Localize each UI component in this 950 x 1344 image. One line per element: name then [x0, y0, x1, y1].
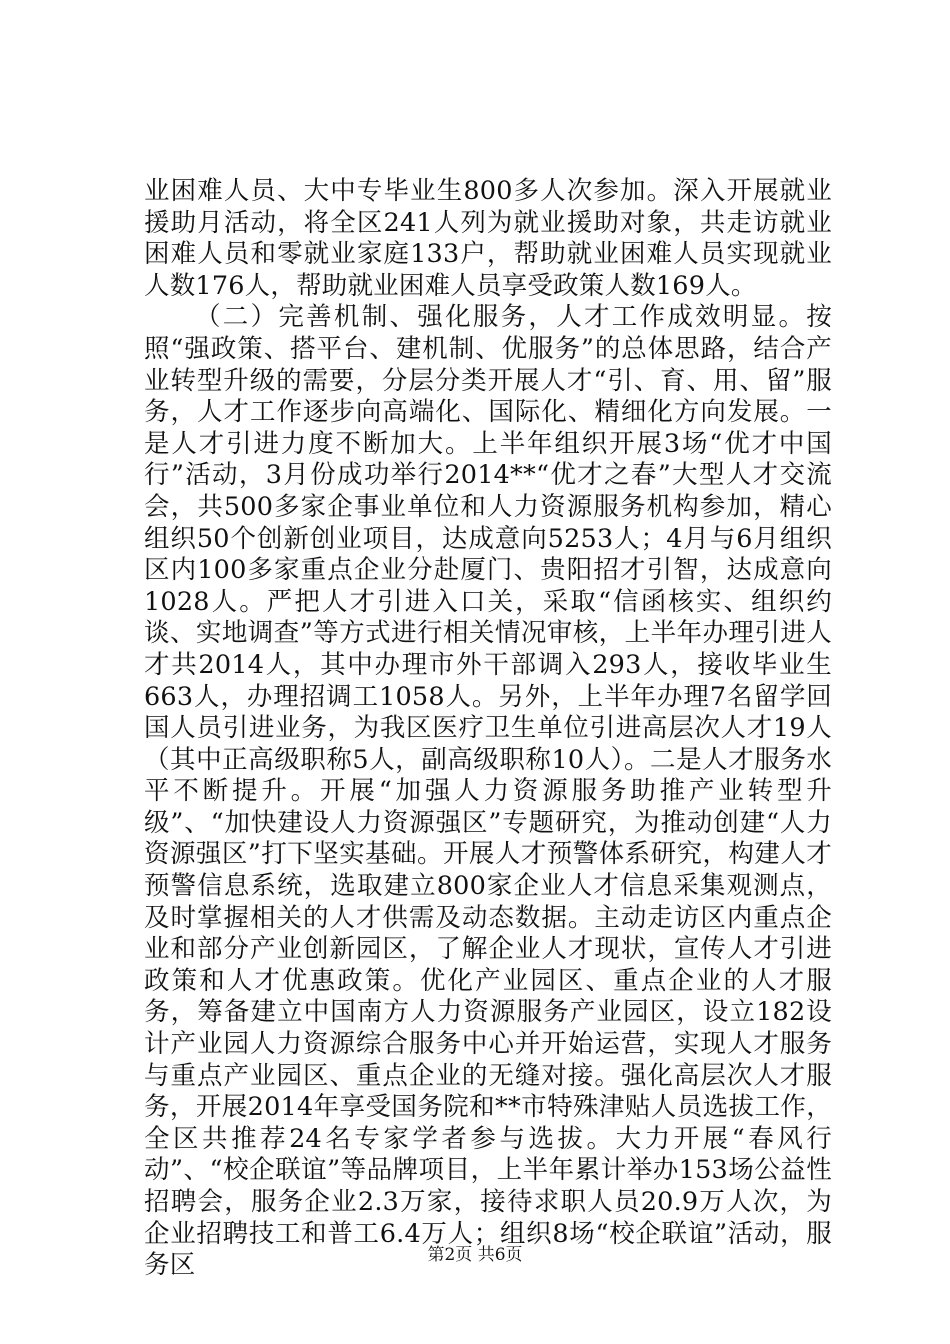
page-number-footer: 第2页 共6页 — [427, 1245, 523, 1265]
paragraph-talent-work: （二）完善机制、强化服务，人才工作成效明显。按照“强政策、搭平台、建机制、优服务”的总体思路，结合产业转型升级的需要，分层分类开展人才“引、育、用、留”服务，人才工作逐步向高端化、国际化、精细化方向发展。一是人才引进力度不断加大。上半年组织开展3场“优才中国行”活动，3月份成功举行2014**“优才之春”大型人才交流会，共500多家企事业单位和人力资源服务机构参加，精心组织50个创新创业项目，达成意向5253人；4月与6月组织区内100多家重点企业分赴厦门、贵阳招才引智，达成意向1028人。严把人才引进入口关，采取“信函核实、组织约谈、实地调查”等方式进行相关情况审核，上半年办理引进人才共2014人，其中办理市外干部调入293人，接收毕业生663人，办理招调工1058人。另外，上半年办理7名留学回国人员引进业务，为我区医疗卫生单位引进高层次人才19人（其中正高级职称5人，副高级职称10人）。二是人才服务水平不断提升。开展“加强人力资源服务助推产业转型升级”、“加快建设人力资源强区”专题研究，为推动创建“人力资源强区”打下坚实基础。开展人才预警体系研究，构建人才预警信息系统，选取建立800家企业人才信息采集观测点，及时掌握相关的人才供需及动态数据。主动走访区内重点企业和部分产业创新园区，了解企业人才现状，宣传人才引进政策和人才优惠政策。优化产业园区、重点企业的人才服务，筹备建立中国南方人力资源服务产业园区，设立182设计产业园人力资源综合服务中心并开始运营，实现人才服务与重点产业园区、重点企业的无缝对接。强化高层次人才服务，开展2014年享受国务院和**市特殊津贴人员选拔工作，全区共推荐24名专家学者参与选拔。大力开展“春风行动”、“校企联谊”等品牌项目，上半年累计举办153场公益性招聘会，服务企业2.3万家，接待求职人员20.9万人次，为企业招聘技工和普工6.4万人；组织8场“校企联谊”活动，服务区 — [144, 302, 832, 1281]
paragraph-continuation: 业困难人员、大中专毕业生800多人次参加。深入开展就业援助月活动，将全区241人列为就业援助对象，共走访就业困难人员和零就业家庭133户，帮助就业困难人员实现就业人数176人，帮助就业困难人员享受政策人数169人。 — [144, 176, 832, 301]
document-body — [144, 176, 832, 1282]
